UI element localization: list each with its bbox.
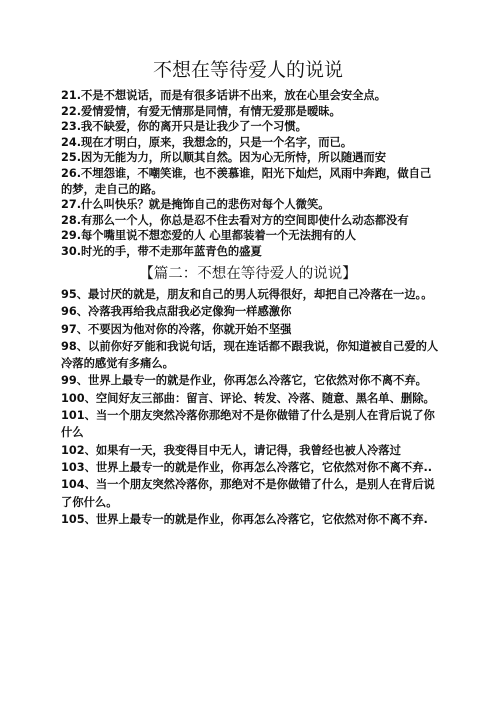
paragraph: 95、最讨厌的就是，朋友和自己的男人玩得很好，却把自己冷落在一边。。	[61, 288, 433, 301]
paragraph: 103、世界上最专一的就是作业，你再怎么冷落它，它依然对你不离不弃..	[61, 460, 433, 474]
paragraph: 30.时光的手，带不走那年蓝青色的盛夏	[61, 244, 262, 258]
paragraph: 25.因为无能为力，所以顺其自然。因为心无所恃，所以随遇而安	[61, 151, 387, 165]
paragraph: 21.不是不想说话，而是有很多话讲不出来，放在心里会安全点。	[61, 89, 387, 102]
paragraph: 24.现在才明白，原来，我想念的，只是一个名字，而已。	[61, 135, 353, 149]
paragraph: 98、以前你好歹能和我说句话，现在连话都不跟我说，你知道被自己爱的人冷落的感觉有多痛么。	[61, 339, 439, 371]
paragraph: 102、如果有一天，我变得目中无人，请记得，我曾经也被人冷落过	[61, 443, 401, 457]
paragraph: 104、当一个朋友突然冷落你，那绝对不是你做错了什么，是别人在背后说了你什么。	[61, 478, 435, 509]
section-two	[61, 286, 439, 528]
paragraph: 23.我不缺爱，你的离开只是让我少了一个习惯。	[61, 120, 307, 134]
paragraph: 27.什么叫快乐？就是掩饰自己的悲伤对每个人微笑。	[61, 198, 330, 212]
paragraph: 101、当一个朋友突然冷落你那绝对不是你做错了什么是别人在背后说了你什么	[61, 409, 435, 440]
document-title: 不想在等待爱人的说说	[152, 59, 343, 81]
paragraph: 99、世界上最专一的就是作业，你再怎么冷落它，它依然对你不离不弃。	[61, 374, 427, 388]
paragraph: 96、冷落我再给我点甜我必定像狗一样感激你	[61, 305, 292, 319]
paragraph: 22.爱情爱情，有爱无情那是同情，有情无爱那是暧昧。	[61, 104, 341, 118]
paragraph: 105、世界上最专一的就是作业，你再怎么冷落它，它依然对你不离不弃.	[61, 512, 428, 526]
section-subtitle: 【篇二：不想在等待爱人的说说】	[139, 266, 357, 282]
paragraph: 26.不埋怨谁，不嘲笑谁，也不羡慕谁，阳光下灿烂，风雨中奔跑，做自己的梦，走自己的路。	[61, 166, 432, 196]
paragraph: 97、不要因为他对你的冷落，你就开始不坚强	[61, 322, 292, 336]
section-one	[61, 88, 439, 260]
paragraph: 29.每个嘴里说不想恋爱的人 心里都装着一个无法拥有的人	[61, 229, 357, 243]
paragraph: 28.有那么一个人，你总是忍不住去看对方的空间即使什么动态都没有	[61, 213, 409, 227]
paragraph: 100、空间好友三部曲：留言、评论、转发、冷落、随意、黑名单、删除。	[61, 391, 435, 405]
